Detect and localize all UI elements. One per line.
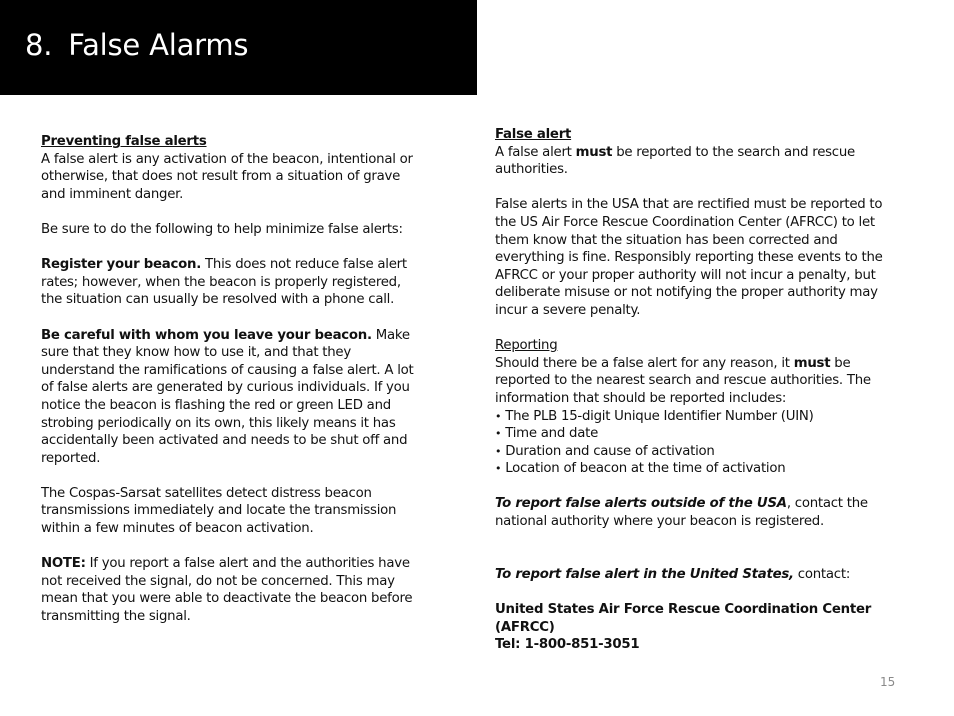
register-paragraph: [41, 256, 421, 309]
list-item: • The PLB 15-digit Unique Identifier Number (UIN): [495, 408, 891, 426]
page-number: 15: [880, 675, 896, 689]
section-title: False Alarms: [68, 28, 249, 62]
careful-paragraph: [41, 327, 421, 468]
list-item: • Time and date: [495, 425, 891, 443]
false-alert-definition: A false alert is any activation of the beacon, intentional or otherwise, that does not result from a situation of grave and imminent danger.: [41, 151, 413, 202]
must-pre: A false alert: [495, 144, 576, 160]
list-item: • Location of beacon at the time of activation: [495, 460, 891, 478]
note-lead: NOTE:: [41, 556, 86, 572]
reporting-heading: Reporting: [495, 338, 558, 354]
left-column: [41, 133, 421, 626]
outside-usa-paragraph: [495, 495, 891, 530]
section-number: 8.: [25, 28, 53, 62]
usa-paragraph: False alerts in the USA that are rectified must be reported to the US Air Force Rescue Coordination Center (AFRCC) to let them know that the situation has been corrected and everything is fine. Responsibly reporting these events to the AFRCC or your proper authority will not incur a penalty, but deliberate misuse or not notifying the proper authority may incur a severe penalty.: [495, 197, 883, 318]
reporting-must: must: [793, 355, 831, 371]
outside-text: , contact the national authority where your beacon is registered.: [495, 496, 868, 530]
us-contact-paragraph: [495, 566, 891, 584]
us-text: contact:: [793, 566, 851, 582]
minimize-intro: Be sure to do the following to help minimize false alerts:: [41, 221, 403, 237]
preventing-heading: Preventing false alerts: [41, 134, 207, 149]
reporting-pre: Should there be a false alert for any reason, it: [495, 355, 794, 371]
afrcc-phone: Tel: 1-800-851-3051: [495, 637, 640, 653]
afrcc-name: United States Air Force Rescue Coordination Center (AFRCC): [495, 602, 872, 635]
reporting-paragraph: [495, 355, 891, 408]
careful-text: Make sure that they know how to use it, and that they understand the ramifications of causing a false alert. A lot of false alerts are generated by curious individuals. If you notice the beacon is flashing the red or green LED and strobing periodically on its own, this likely means it has accidentally been activated and needs to be shut off and reported.: [41, 327, 414, 466]
right-column: [495, 126, 891, 654]
outside-lead: To report false alerts outside of the USA: [495, 496, 787, 512]
register-text: This does not reduce false alert rates; however, when the beacon is properly registered, the situation can usually be resolved with a phone call.: [41, 257, 407, 308]
must-report-paragraph: [495, 144, 891, 179]
reporting-post: be reported to the nearest search and rescue authorities. The information that should be reported includes:: [495, 355, 871, 406]
note-text: If you report a false alert and the authorities have not received the signal, do not be concerned. This may mean that you were able to deactivate the beacon before transmitting the signal.: [41, 556, 413, 625]
register-lead: Register your beacon.: [41, 257, 202, 273]
careful-lead: Be careful with whom you leave your beacon.: [41, 327, 372, 343]
section-header: [0, 0, 477, 95]
page-title: [25, 28, 248, 62]
note-paragraph: [41, 555, 421, 625]
satellites-paragraph: The Cospas-Sarsat satellites detect distress beacon transmissions immediately and locate the transmission within a few minutes of beacon activation.: [41, 485, 397, 537]
false-alert-heading: False alert: [495, 127, 572, 142]
must-post: be reported to the search and rescue authorities.: [495, 144, 855, 178]
must-word: must: [575, 144, 613, 160]
list-item: • Duration and cause of activation: [495, 443, 891, 461]
us-lead: To report false alert in the United States,: [495, 566, 794, 582]
